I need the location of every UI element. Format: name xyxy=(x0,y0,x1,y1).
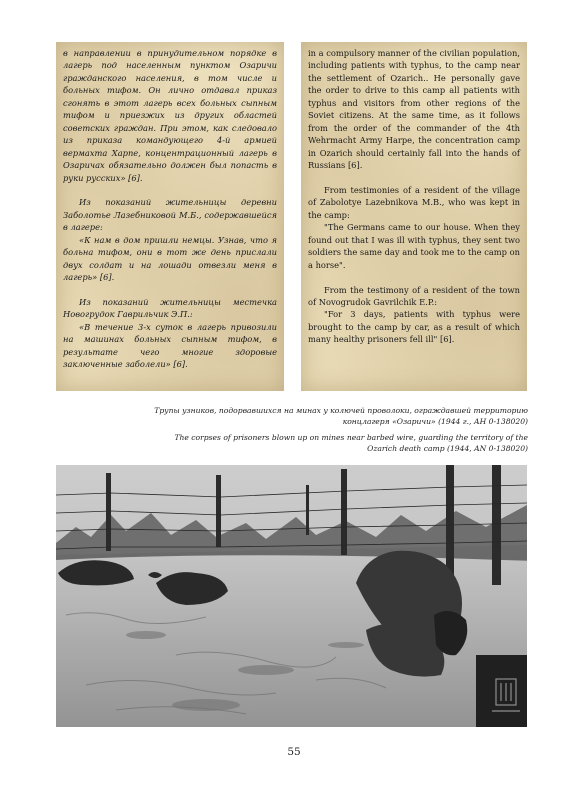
ru-paragraph-4: Из показаний жительницы местечка Новогрудок Гаврильчик Э.П.: xyxy=(63,297,277,320)
en-paragraph-3: "The Germans came to our house. When they found out that I was ill with typhus, they sent two soldiers the same day and took me to the camp on a horse". xyxy=(308,222,520,270)
en-paragraph-1: in a compulsory manner of the civilian population, including patients with typhus, to the camp near the settlement of Ozarich.. He personally gave the order to drive to this camp all patients with typhus and visitors from other regions of the Soviet citizens. At the same time, as it follows from the order of the commander of the 4th Wehrmacht Army Harpe, the concentration camp in Ozarich should certainly fall into the hands of Russians [6]. xyxy=(308,48,520,171)
ru-paragraph-3: «К нам в дом пришли немцы. Узнав, что я больна тифом, они в тот же день прислали двух солдат и на лошади отвезли меня в лагерь» [6]. xyxy=(63,234,277,283)
photo-drawing xyxy=(56,465,527,727)
russian-text-column xyxy=(56,42,284,391)
en-paragraph-4: From the testimony of a resident of the town of Novogrudok Gavrilchik E.P.: xyxy=(308,284,520,308)
ru-paragraph-2: Из показаний жительницы деревни Заболотье Лазебниковой М.Б., содержавшейся в лагере: xyxy=(63,197,277,233)
en-paragraph-2: From testimonies of a resident of the village of Zabolotye Lazebnikova M.B., who was kept in the camp: xyxy=(308,184,520,220)
ru-paragraph-1: в направлении в принудительном порядке в лагерь под населенным пунктом Озаричи гражданского населения, в том числе и больных тифом. Он лично отдавал приказ сгонять в этот лагерь всех больных сыпным тифом и приезжих из других областей советских граждан. При этом, как следовало из приказа командующего 4-й армией вермахта Харпе, концентрационный лагерь в Озаричах обязательно должен был попасть в руки русских» [6]. xyxy=(63,48,277,183)
photo-caption-russian: Трупы узников, подорвавшихся на минах у колючей проволоки, ограждавшей территорию концлагеря «Озаричи» (1944 г., АН 0-138020) xyxy=(154,406,528,426)
historical-photo xyxy=(56,465,527,727)
page-number: 55 xyxy=(287,746,301,758)
english-text-column xyxy=(301,42,527,391)
en-paragraph-5: "For 3 days, patients with typhus were brought to the camp by car, as a result of which many healthy prisoners fell ill" [6]. xyxy=(308,309,520,345)
photo-caption-english: The corpses of prisoners blown up on mines near barbed wire, guarding the territory of the Ozarich death camp (1944, AN 0-138020) xyxy=(174,433,528,453)
ru-paragraph-5: «В течение 3-х суток в лагерь привозили на машинах больных сыпным тифом, в результате чего многие здоровые заключенные заболели» [6]. xyxy=(63,321,277,370)
